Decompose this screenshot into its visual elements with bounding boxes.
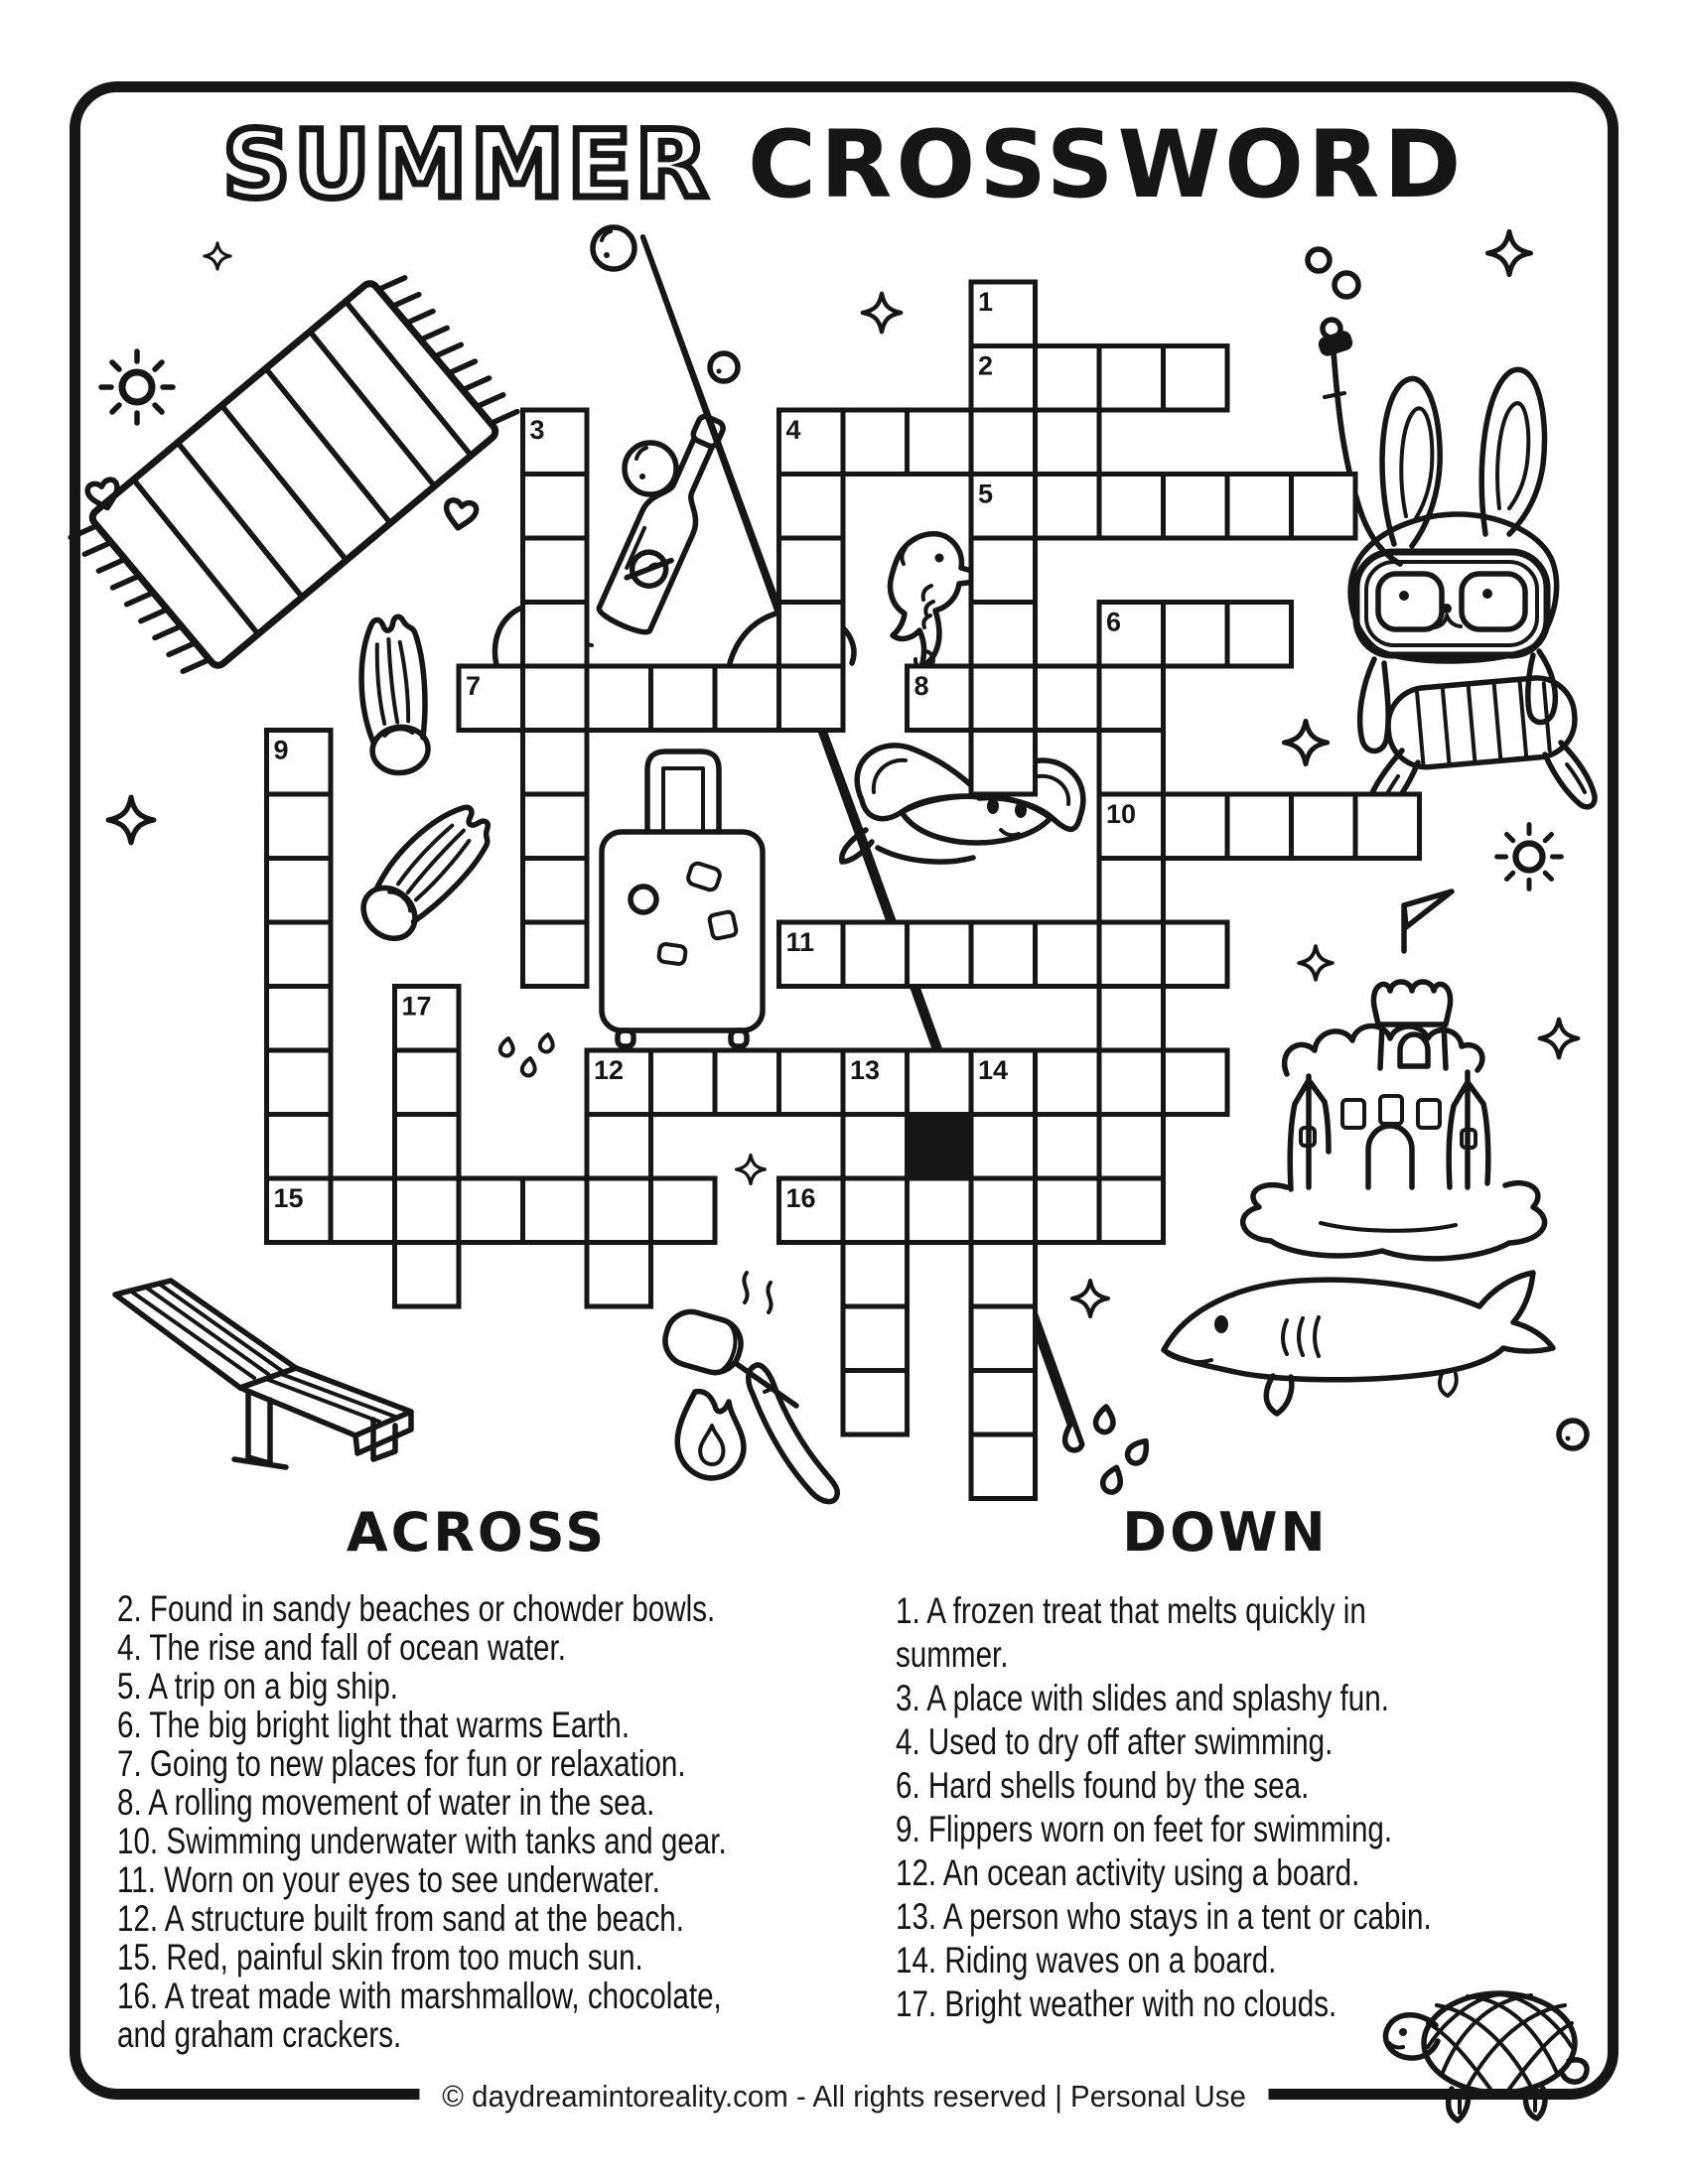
grid-cell-fill — [1099, 922, 1164, 987]
down-clue-12: 12. An ocean activity using a board. — [896, 1852, 1360, 1893]
grid-cell-fill — [971, 410, 1036, 475]
grid-cell-fill — [971, 922, 1036, 987]
grid-cell-fill — [843, 1178, 908, 1243]
cell-number: 8 — [914, 671, 929, 701]
across-section — [117, 1501, 836, 2054]
cell-number: 5 — [978, 478, 994, 509]
down-clue-17: 17. Bright weather with no clouds. — [896, 1983, 1337, 2024]
grid-cell-fill — [395, 1178, 460, 1243]
down-clue-list — [896, 1589, 1555, 2026]
grid-cell-fill — [1164, 1050, 1228, 1115]
grid-cell-fill — [715, 666, 779, 731]
grid-cell-fill — [267, 859, 332, 923]
grid-cell-fill — [1227, 475, 1292, 539]
grid-cell-fill — [1036, 1178, 1100, 1243]
grid-cell-fill — [395, 1115, 460, 1179]
grid-cell-fill — [587, 1243, 651, 1307]
down-clue-6: 6. Hard shells found by the sea. — [896, 1765, 1310, 1806]
grid-cell-fill — [523, 794, 588, 859]
grid-cell-fill — [523, 538, 588, 603]
across-clue-12: 12. A structure built from sand at the beach. — [117, 1898, 684, 1939]
grid-cell-fill — [843, 1243, 908, 1307]
grid-cell-fill — [523, 475, 588, 539]
grid-cell-fill — [779, 666, 844, 731]
grid-cell-fill — [1036, 1050, 1100, 1115]
grid-cell-fill — [1099, 731, 1164, 795]
grid-cell-fill — [1227, 794, 1292, 859]
page-title — [0, 111, 1688, 219]
grid-cell-fill — [1164, 475, 1228, 539]
grid-cell-fill — [523, 666, 588, 731]
grid-cell-fill — [843, 1306, 908, 1371]
cell-number: 1 — [978, 287, 994, 317]
cell-number: 17 — [401, 991, 432, 1022]
grid-cell-fill — [1036, 666, 1100, 731]
grid-cell-fill — [1164, 603, 1228, 667]
grid-cell-fill — [1036, 475, 1100, 539]
cell-number: 16 — [785, 1183, 816, 1213]
down-clue-1-cont: summer. — [896, 1634, 1009, 1675]
grid-cell-fill — [971, 666, 1036, 731]
down-section — [896, 1501, 1555, 2026]
cell-number: 14 — [978, 1055, 1009, 1085]
grid-cell-fill — [523, 603, 588, 667]
across-clue-16-cont: and graham crackers. — [117, 2014, 402, 2055]
footer — [0, 2079, 1688, 2115]
grid-cell-fill — [267, 1115, 332, 1179]
cell-number: 12 — [594, 1055, 625, 1085]
down-heading: DOWN — [1122, 1501, 1329, 1564]
grid-cell-fill — [267, 987, 332, 1051]
grid-cell-fill — [971, 1306, 1036, 1371]
blocked-cell — [908, 1115, 972, 1179]
grid-cell-fill — [1292, 475, 1356, 539]
grid-cell-fill — [1164, 922, 1228, 987]
grid-cell-fill — [1099, 475, 1164, 539]
grid-cell-fill — [1099, 346, 1164, 411]
grid-cell-fill — [267, 1050, 332, 1115]
grid-cell-fill — [523, 859, 588, 923]
grid-cell-fill — [523, 1178, 588, 1243]
grid-cell-fill — [908, 1178, 972, 1243]
grid-cell-fill — [779, 603, 844, 667]
grid-cell-fill — [971, 1371, 1036, 1435]
title-word-crossword: CROSSWORD — [747, 111, 1466, 219]
down-clue-9: 9. Flippers worn on feet for swimming. — [896, 1809, 1393, 1849]
cell-number: 10 — [1106, 799, 1137, 829]
grid-cell-fill — [395, 1243, 460, 1307]
down-clue-1: 1. A frozen treat that melts quickly in — [896, 1590, 1366, 1631]
grid-cell-fill — [971, 1115, 1036, 1179]
across-clue-5: 5. A trip on a big ship. — [117, 1666, 399, 1706]
grid-cell-fill — [908, 1050, 972, 1115]
grid-cell-fill — [523, 922, 588, 987]
cell-number: 13 — [850, 1055, 881, 1085]
grid-cell-fill — [971, 731, 1036, 795]
grid-cell-fill — [523, 731, 588, 795]
grid-cell-fill — [1099, 666, 1164, 731]
across-clue-10: 10. Swimming underwater with tanks and gear. — [117, 1821, 727, 1861]
grid-cell-fill — [459, 1178, 523, 1243]
grid-cell-fill — [779, 1050, 844, 1115]
down-clue-4: 4. Used to dry off after swimming. — [896, 1721, 1334, 1762]
cell-number: 4 — [785, 415, 801, 445]
grid-cell-fill — [587, 666, 651, 731]
grid-cell-fill — [971, 1243, 1036, 1307]
grid-cell-fill — [1099, 987, 1164, 1051]
across-clue-6: 6. The big bright light that warms Earth. — [117, 1705, 631, 1745]
down-clue-3: 3. A place with slides and splashy fun. — [896, 1678, 1389, 1718]
grid-cell-fill — [331, 1178, 395, 1243]
cell-number: 7 — [466, 671, 482, 701]
across-clue-11: 11. Worn on your eyes to see underwater. — [117, 1859, 660, 1900]
grid-cell-fill — [843, 410, 908, 475]
cell-number: 15 — [273, 1183, 304, 1213]
across-clue-7: 7. Going to new places for fun or relaxation. — [117, 1743, 686, 1784]
across-clue-16: 16. A treat made with marshmallow, chocolate, — [117, 1976, 722, 2016]
grid-cell-fill — [587, 1178, 651, 1243]
grid-cell-fill — [1292, 794, 1356, 859]
across-clue-list — [117, 1589, 836, 2054]
grid-cell-fill — [1164, 794, 1228, 859]
grid-cell-fill — [971, 538, 1036, 603]
title-word-summer: SUMMER — [222, 111, 712, 219]
cell-number: 9 — [273, 735, 289, 765]
grid-cell-fill — [843, 1115, 908, 1179]
grid-cell-fill — [1036, 922, 1100, 987]
grid-cell-fill — [908, 410, 972, 475]
grid-cell-fill — [395, 1050, 460, 1115]
grid-cell-fill — [651, 1178, 716, 1243]
grid-cell-fill — [267, 922, 332, 987]
down-clue-14: 14. Riding waves on a board. — [896, 1940, 1277, 1980]
grid-cell-fill — [1036, 346, 1100, 411]
across-clue-15: 15. Red, painful skin from too much sun. — [117, 1937, 643, 1978]
across-clue-8: 8. A rolling movement of water in the sea. — [117, 1782, 655, 1823]
grid-cell-fill — [1164, 346, 1228, 411]
grid-cell-fill — [971, 1434, 1036, 1499]
across-clue-4: 4. The rise and fall of ocean water. — [117, 1627, 566, 1668]
cell-number: 11 — [785, 927, 815, 957]
cell-number: 3 — [529, 415, 545, 445]
grid-cell-fill — [908, 922, 972, 987]
grid-cell-fill — [1355, 794, 1420, 859]
grid-cell-fill — [843, 922, 908, 987]
grid-cell-fill — [267, 794, 332, 859]
grid-cell-fill — [715, 1050, 779, 1115]
cell-number: 2 — [978, 350, 994, 381]
across-heading: ACROSS — [346, 1501, 608, 1564]
grid-cell-fill — [1036, 410, 1100, 475]
grid-cell-fill — [971, 603, 1036, 667]
grid-cell-fill — [843, 1371, 908, 1435]
grid-cell-fill — [651, 666, 716, 731]
grid-cell-fill — [1099, 859, 1164, 923]
grid-cell-fill — [1099, 1050, 1164, 1115]
grid-cell-fill — [651, 1050, 716, 1115]
footer-text: © daydreamintoreality.com - All rights reserved | Personal Use — [419, 2079, 1268, 2115]
grid-cell-fill — [587, 1115, 651, 1179]
down-clue-13: 13. A person who stays in a tent or cabin. — [896, 1896, 1432, 1937]
grid-cell-fill — [1227, 603, 1292, 667]
grid-cell-fill — [1099, 1115, 1164, 1179]
grid-cell-fill — [971, 1178, 1036, 1243]
cell-number: 6 — [1106, 607, 1122, 637]
across-clue-2: 2. Found in sandy beaches or chowder bowls. — [117, 1588, 716, 1629]
grid-cell-fill — [779, 475, 844, 539]
grid-cell-fill — [1099, 1178, 1164, 1243]
grid-cell-fill — [779, 538, 844, 603]
